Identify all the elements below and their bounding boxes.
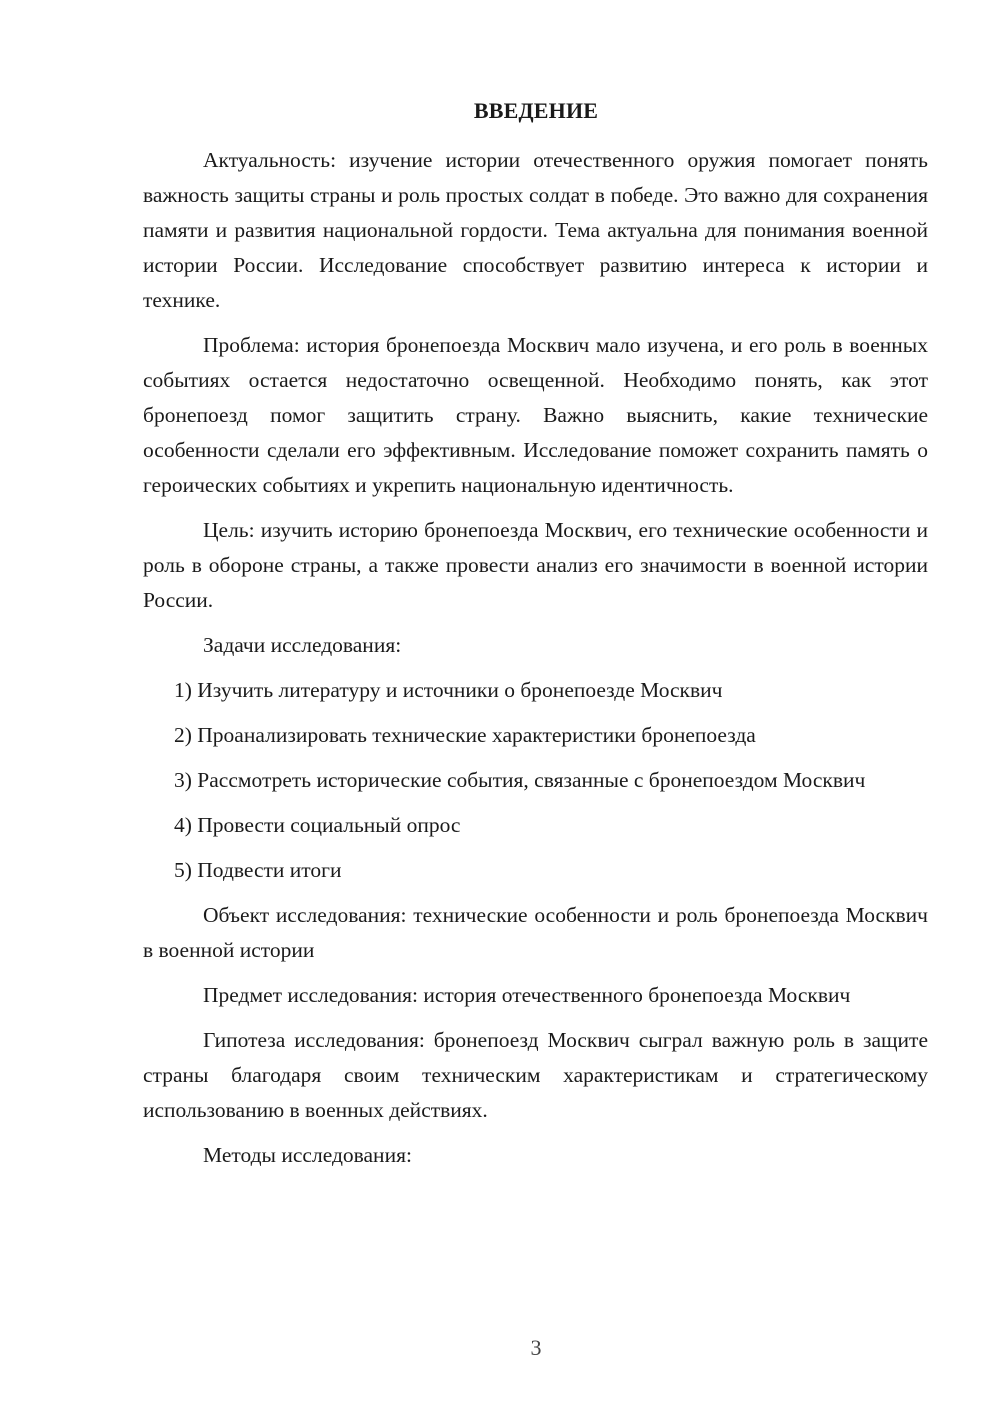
paragraph-relevance: Актуальность: изучение истории отечественного оружия помогает понять важность защиты страны и роль простых солдат в победе. Это важно для сохранения памяти и развития национальной гордости. Тема актуальна для понимания военной истории России. Исследование способствует развитию интереса к истории и технике.	[143, 148, 928, 312]
document-body	[143, 143, 928, 1183]
task-item: 4) Провести социальный опрос	[174, 813, 461, 837]
task-item: 1) Изучить литературу и источники о бронепоезде Москвич	[174, 678, 723, 702]
paragraph-tasks-heading: Задачи исследования:	[203, 633, 402, 657]
paragraph-subject: Предмет исследования: история отечественного бронепоезда Москвич	[203, 983, 851, 1007]
task-item: 5) Подвести итоги	[174, 858, 342, 882]
paragraph-problem: Проблема: история бронепоезда Москвич мало изучена, и его роль в военных событиях остается недостаточно освещенной. Необходимо понять, как этот бронепоезд помог защитить страну. Важно выяснить, какие технические особенности сделали его эффективным. Исследование поможет сохранить память о героических событиях и укрепить национальную идентичность.	[143, 333, 928, 497]
task-item: 3) Рассмотреть исторические события, связанные с бронепоездом Москвич	[174, 768, 866, 792]
page-title: ВВЕДЕНИЕ	[473, 98, 599, 123]
page-number: 3	[530, 1335, 542, 1360]
paragraph-methods: Методы исследования:	[203, 1143, 412, 1167]
task-item: 2) Проанализировать технические характеристики бронепоезда	[174, 723, 756, 747]
paragraph-object: Объект исследования: технические особенности и роль бронепоезда Москвич в военной истории	[143, 903, 928, 962]
paragraph-hypothesis: Гипотеза исследования: бронепоезд Москвич сыграл важную роль в защите страны благодаря своим техническим характеристикам и стратегическому использованию в военных действиях.	[143, 1028, 928, 1122]
paragraph-goal: Цель: изучить историю бронепоезда Москвич, его технические особенности и роль в обороне страны, а также провести анализ его значимости в военной истории России.	[143, 518, 928, 612]
